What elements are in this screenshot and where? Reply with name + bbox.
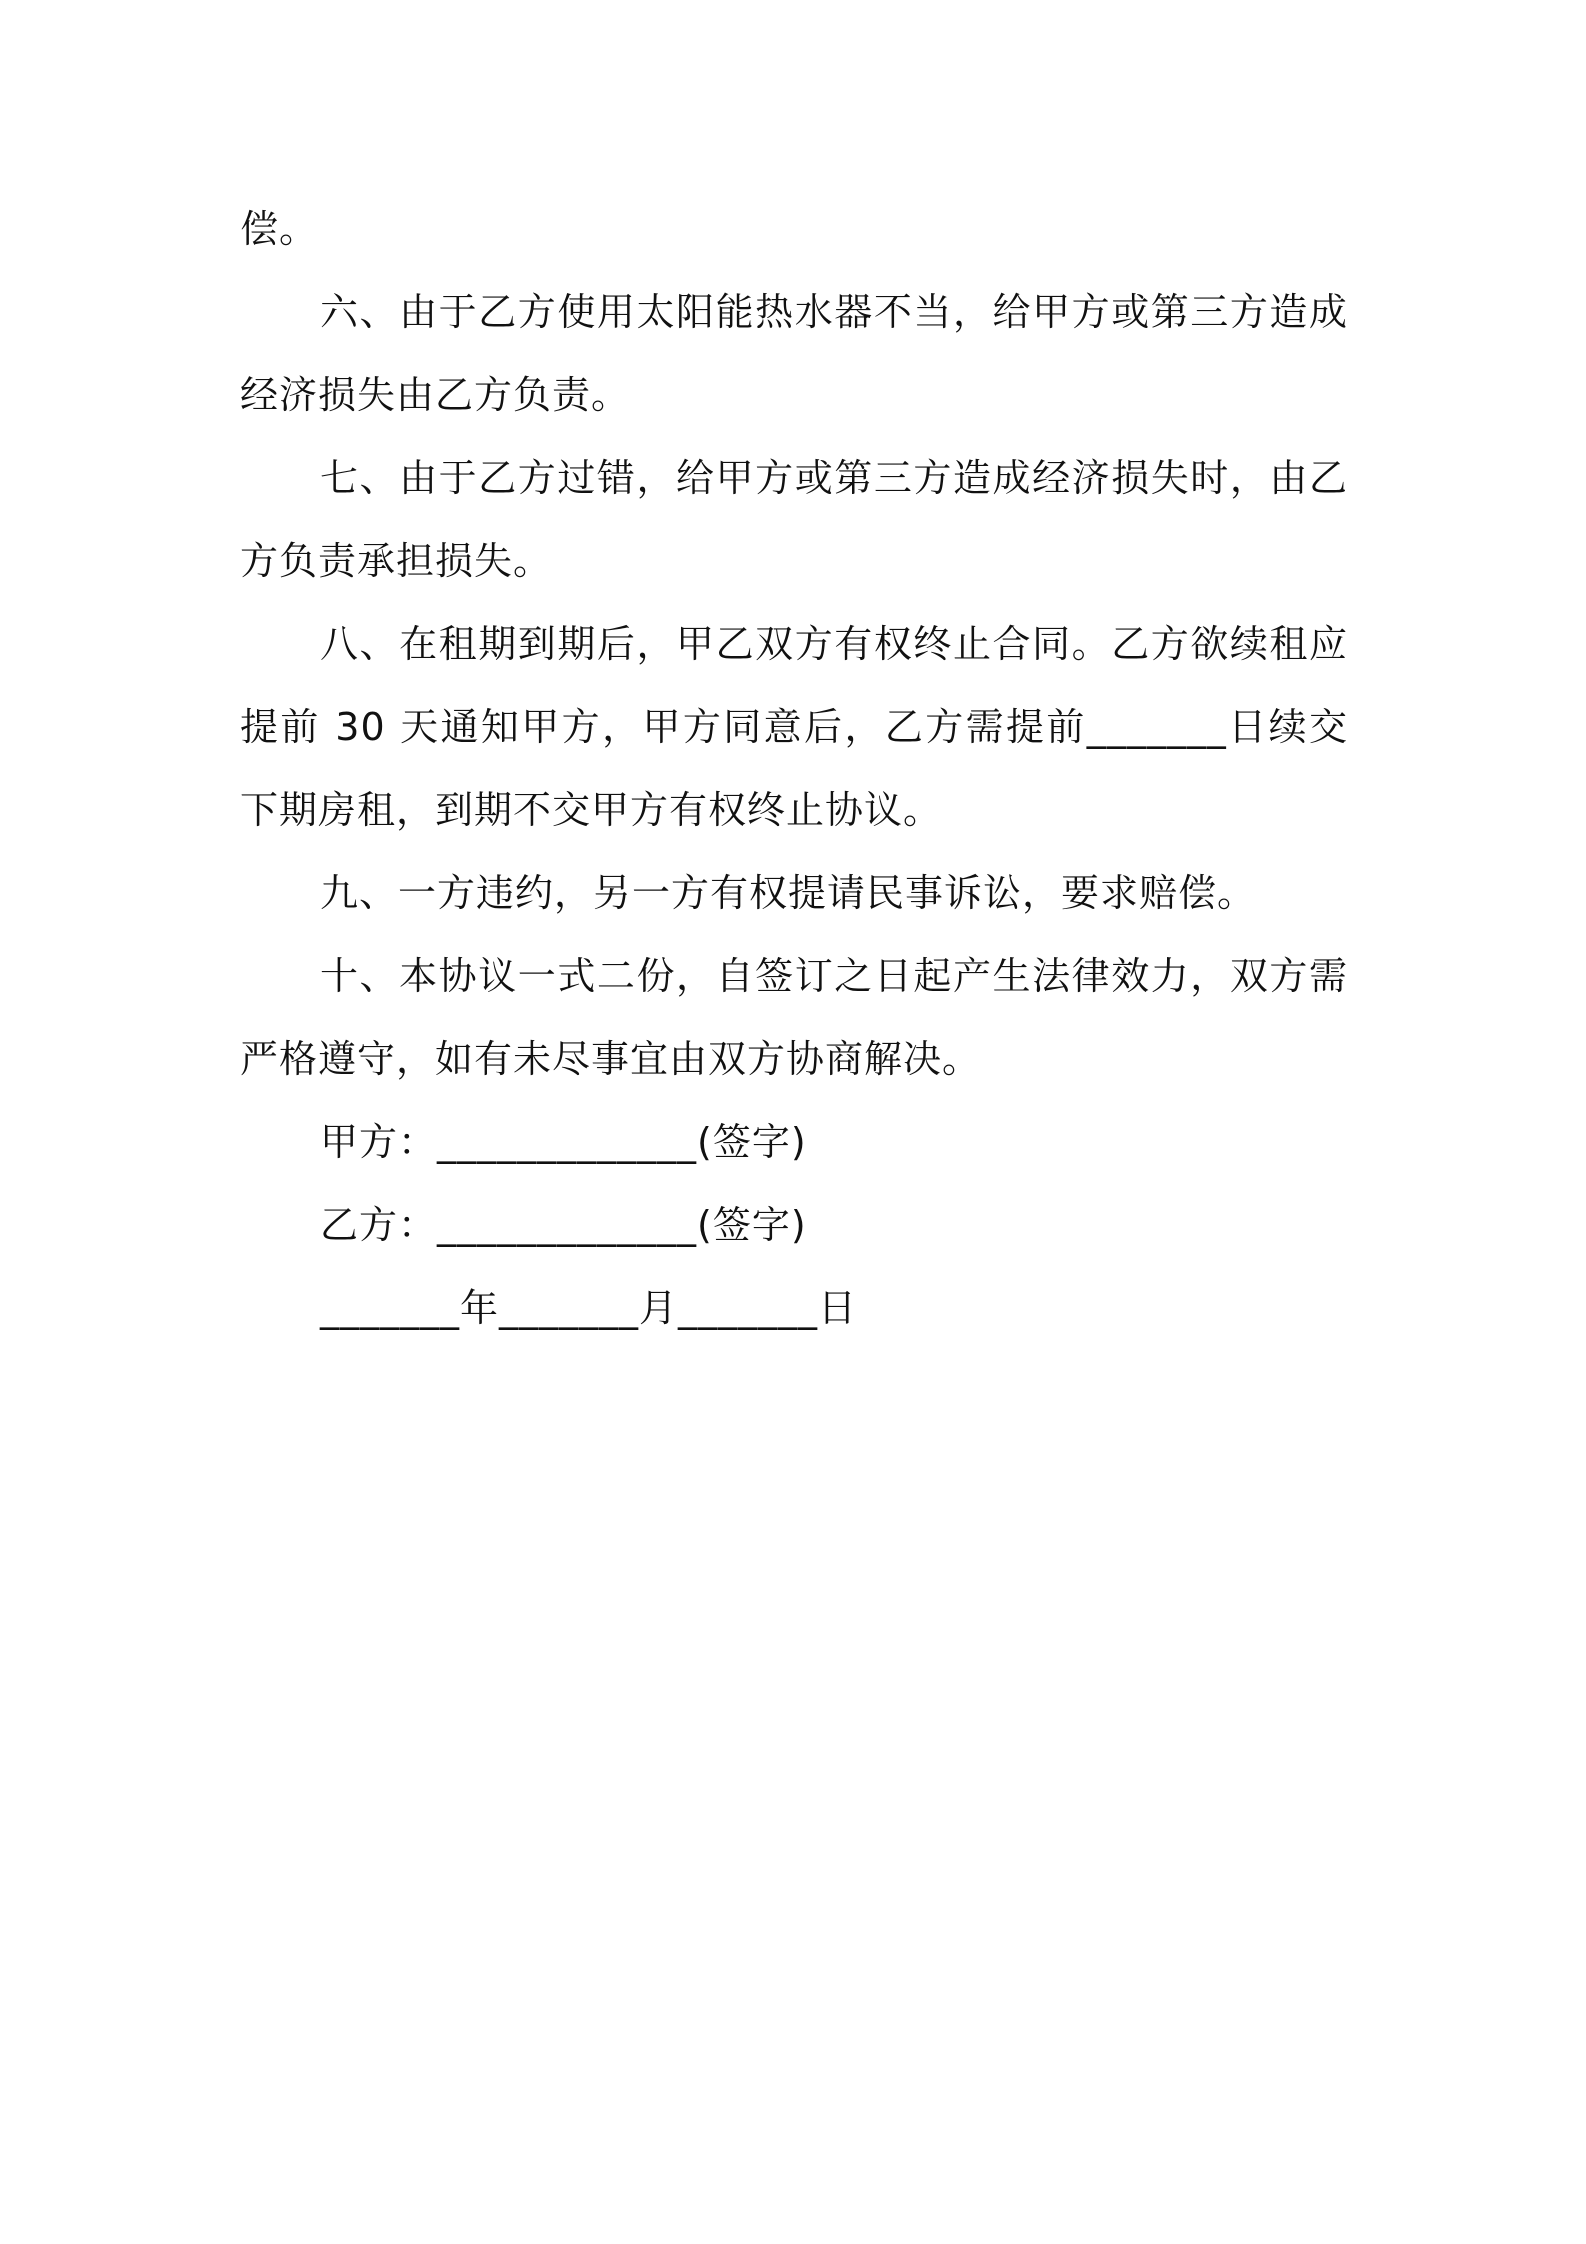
clause-9: 九、一方违约，另一方有权提请民事诉讼，要求赔偿。 bbox=[320, 871, 1257, 915]
clause-8: 八、在租期到期后，甲乙双方有权终止合同。乙方欲续租应提前 30 天通知甲方，甲方同意后，乙方需提前_______日续交下期房租，到期不交甲方有权终止协议。 bbox=[240, 622, 1348, 832]
clause-7: 七、由于乙方过错，给甲方或第三方造成经济损失时，由乙方负责承担损失。 bbox=[240, 456, 1348, 583]
clause-10: 十、本协议一式二份，自签订之日起产生法律效力，双方需严格遵守，如有未尽事宜由双方协商解决。 bbox=[240, 954, 1348, 1081]
clause-6: 六、由于乙方使用太阳能热水器不当，给甲方或第三方造成经济损失由乙方负责。 bbox=[240, 290, 1348, 417]
party-b-signature-line: 乙方：_____________(签字) bbox=[320, 1203, 807, 1247]
paragraph-continuation: 偿。 bbox=[240, 207, 319, 251]
document-body bbox=[240, 188, 1348, 1350]
party-a-signature-line: 甲方：_____________(签字) bbox=[320, 1120, 807, 1164]
date-line: _______年_______月_______日 bbox=[320, 1286, 858, 1330]
